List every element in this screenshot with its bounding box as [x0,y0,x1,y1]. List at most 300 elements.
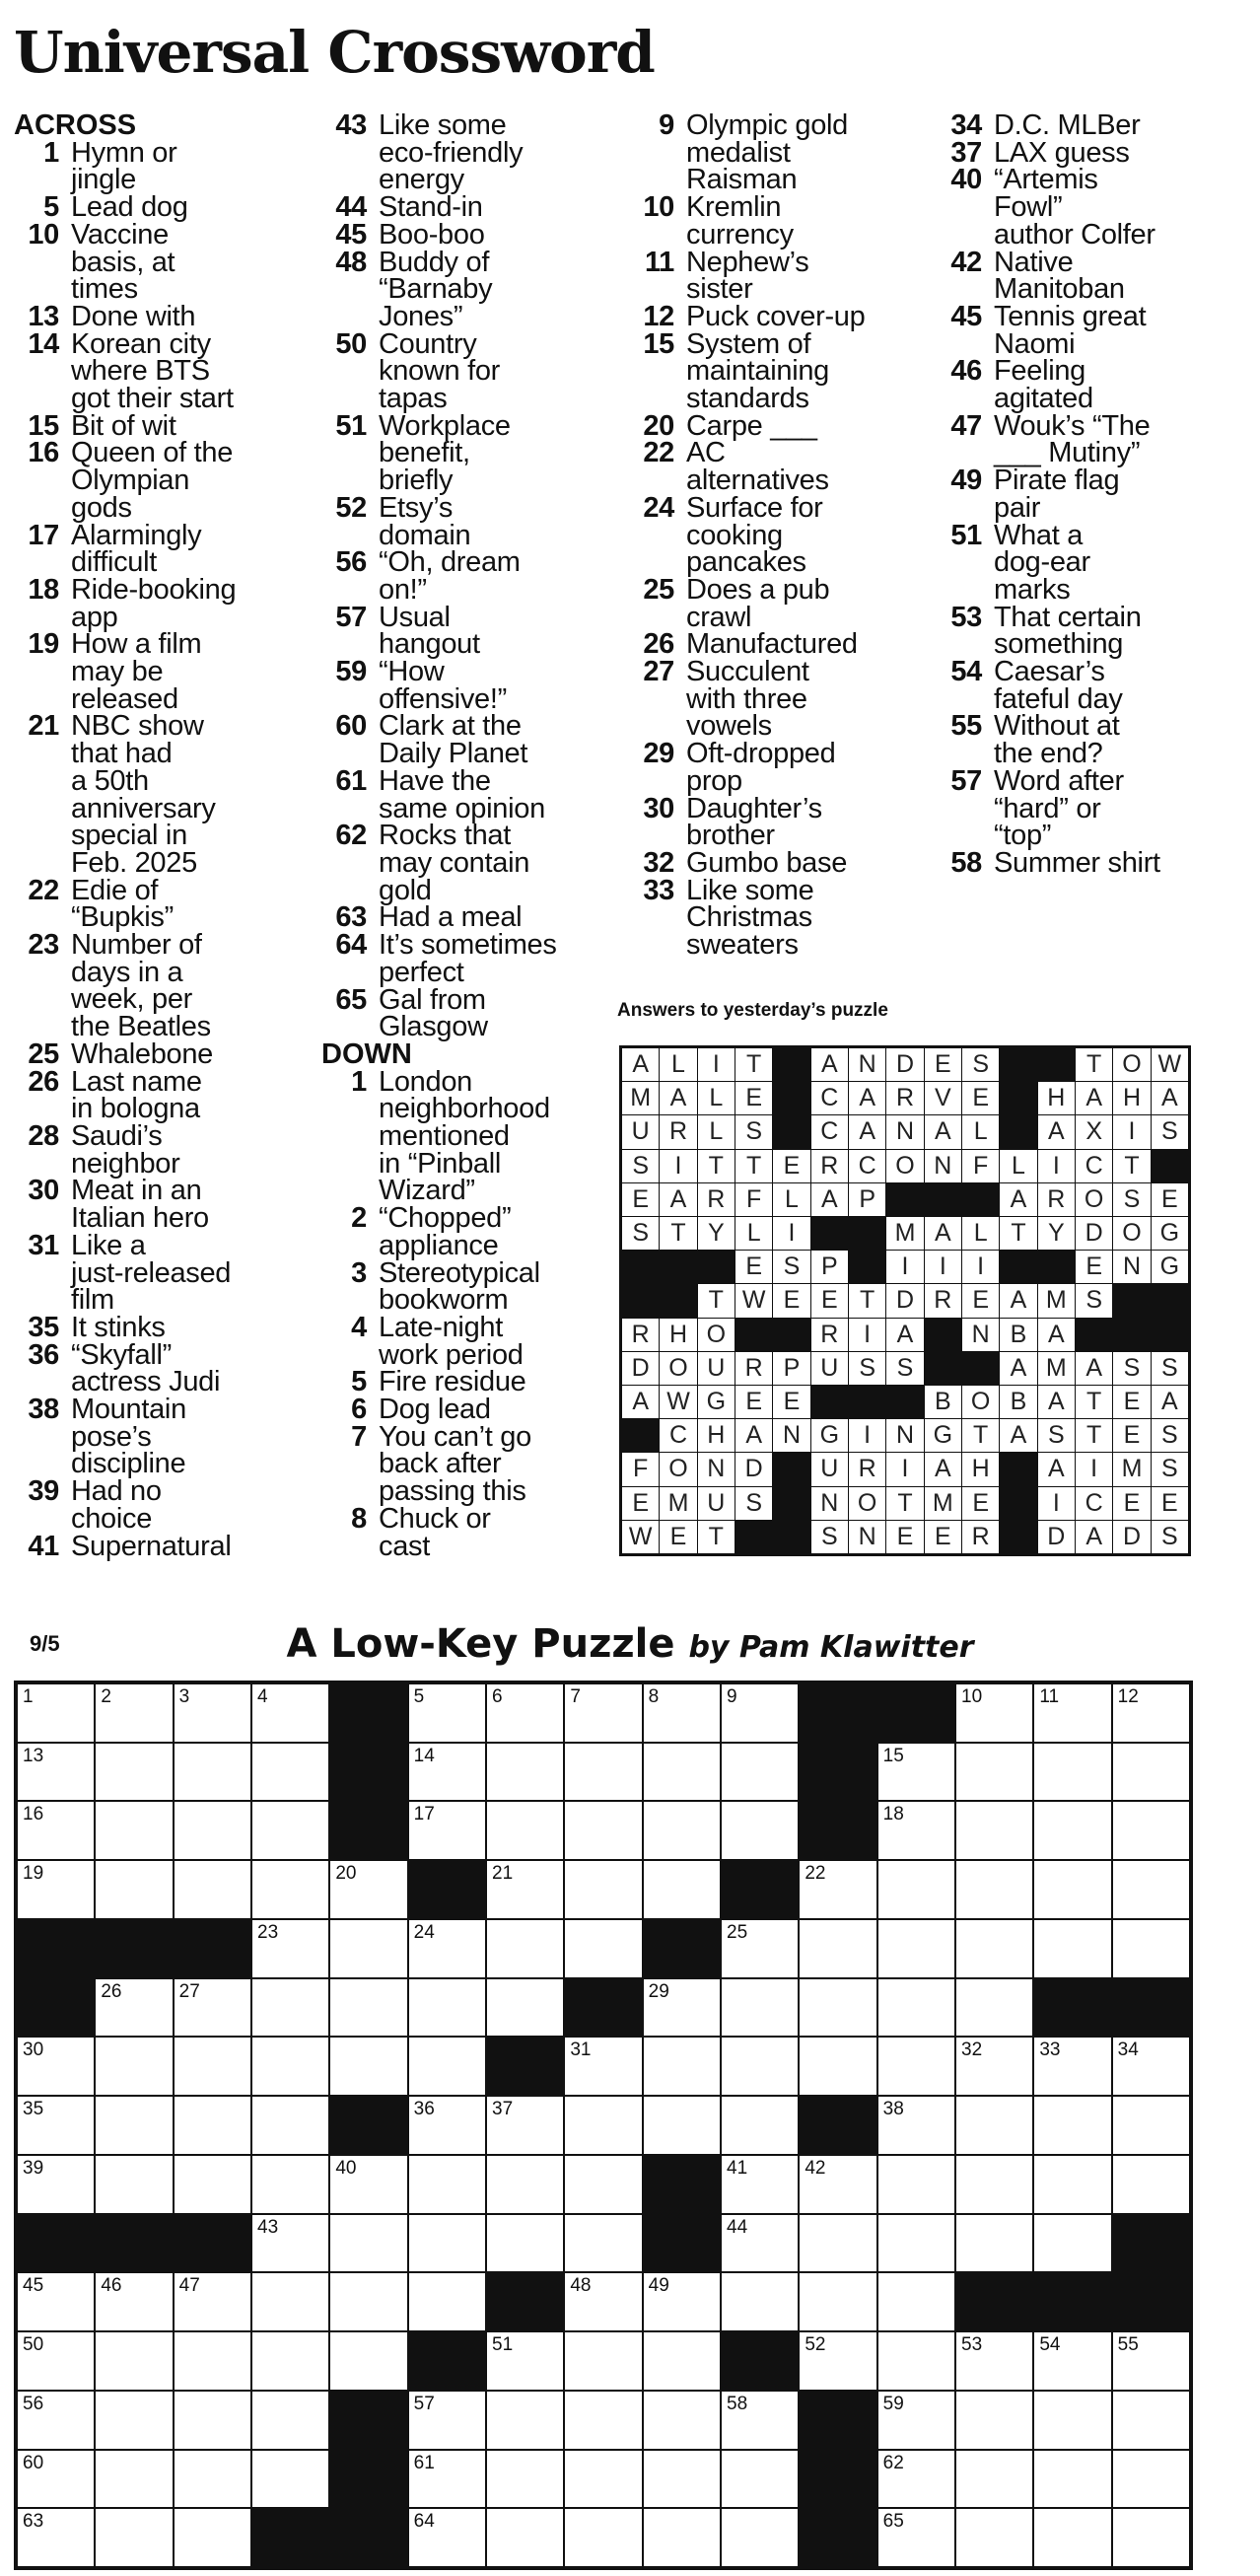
grid-cell[interactable] [18,2451,94,2508]
grid-cell[interactable] [800,2215,875,2272]
grid-cell[interactable] [1113,2156,1189,2213]
grid-block [956,2273,1032,2330]
grid-cell[interactable] [175,1861,250,1918]
clue-item [14,1475,310,1535]
clue-number: 16 [28,437,59,469]
grid-cell[interactable] [487,2215,563,2272]
answer-cell: A [1000,1284,1036,1317]
grid-cell[interactable] [330,1920,406,1977]
grid-cell[interactable] [175,2392,250,2449]
grid-cell[interactable] [565,2273,641,2330]
clue-item [321,109,617,196]
clue-number: 45 [950,300,982,332]
grid-cell[interactable] [487,1802,563,1859]
grid-cell[interactable] [175,1802,250,1859]
clue-item [937,136,1232,169]
grid-cell[interactable] [644,1979,720,2037]
grid-cell[interactable] [487,2509,563,2566]
grid-cell[interactable] [96,2509,172,2566]
clue-item [321,546,617,606]
grid-cell[interactable] [96,2038,172,2095]
across-heading: ACROSS [14,109,137,141]
grid-cell[interactable] [252,1802,328,1859]
grid-cell[interactable] [878,1744,954,1801]
clue-text: Had a meal [379,901,523,934]
grid-block [1113,2273,1189,2330]
grid-cell[interactable] [565,2509,641,2566]
grid-cell[interactable] [956,2332,1032,2390]
grid-block [18,1979,94,2037]
grid-cell[interactable] [878,2215,954,2272]
answer-cell: I [660,1150,696,1182]
grid-cell[interactable] [1034,2509,1110,2566]
grid-cell[interactable] [800,2273,875,2330]
grid-cell[interactable] [956,1802,1032,1859]
cell-number: 48 [570,2275,592,2297]
clue-item [14,1175,310,1235]
clue-text: Gal from Glasgow [379,983,488,1043]
grid-cell[interactable] [487,1979,563,2037]
clue-item [14,519,310,579]
clue-item [629,109,925,196]
answer-cell: D [622,1352,659,1385]
grid-cell[interactable] [565,1861,641,1918]
grid-cell[interactable] [565,2038,641,2095]
grid-cell[interactable] [878,1861,954,1918]
grid-cell[interactable] [18,2332,94,2390]
clue-item [937,519,1232,606]
grid-cell[interactable] [800,1861,875,1918]
clue-item [321,656,617,715]
clue-item [629,628,925,661]
answer-cell: I [1076,1453,1112,1485]
clue-number: 7 [351,1420,367,1453]
grid-cell[interactable] [644,2392,720,2449]
answer-block [622,1419,659,1452]
grid-cell[interactable] [409,1802,485,1859]
grid-cell[interactable] [409,1979,485,2037]
clue-number: 42 [950,246,982,278]
grid-cell[interactable] [878,2038,954,2095]
cell-number: 22 [805,1863,826,1885]
grid-cell[interactable] [409,2392,485,2449]
cell-number: 42 [805,2157,826,2179]
grid-cell[interactable] [18,1684,94,1742]
grid-cell[interactable] [175,2332,250,2390]
answer-block [1000,1048,1036,1081]
grid-cell[interactable] [330,1979,406,2037]
grid-cell[interactable] [722,2451,798,2508]
grid-cell[interactable] [252,1744,328,1801]
cell-number: 11 [1039,1686,1060,1707]
answer-cell: A [1152,1386,1188,1418]
answer-cell: T [1076,1419,1112,1452]
grid-cell[interactable] [1034,2156,1110,2213]
grid-cell[interactable] [956,2038,1032,2095]
cell-number: 16 [23,1804,44,1825]
grid-cell[interactable] [722,2156,798,2213]
answer-block [1038,1251,1075,1283]
grid-cell[interactable] [409,2156,485,2213]
grid-cell[interactable] [956,2451,1032,2508]
grid-cell[interactable] [487,1920,563,1977]
clue-number: 36 [28,1338,59,1371]
grid-cell[interactable] [18,2097,94,2154]
answer-block [1038,1048,1075,1081]
clue-number: 59 [335,656,367,688]
answer-cell: R [1038,1183,1075,1216]
clue-number: 44 [335,191,367,224]
grid-cell[interactable] [878,2156,954,2213]
grid-cell[interactable] [722,1920,798,1977]
answer-cell: E [1113,1386,1150,1418]
clue-item [629,409,925,442]
grid-cell[interactable] [1034,2215,1110,2272]
clue-number: 62 [335,820,367,852]
clue-number: 64 [335,929,367,962]
grid-block [18,1920,94,1977]
grid-cell[interactable] [565,1920,641,1977]
answer-cell: N [962,1319,999,1351]
grid-cell[interactable] [18,2392,94,2449]
clue-item [321,901,617,934]
answer-cell: W [660,1386,696,1418]
cell-number: 25 [727,1921,748,1943]
grid-cell[interactable] [175,2038,250,2095]
grid-cell[interactable] [330,2273,406,2330]
answer-block [925,1183,961,1216]
grid-cell[interactable] [252,2038,328,2095]
answer-cell: A [925,1115,961,1148]
answer-block [811,1217,848,1250]
answer-cell: S [1038,1419,1075,1452]
grid-cell[interactable] [252,2156,328,2213]
grid-cell[interactable] [565,1744,641,1801]
answer-cell: E [962,1082,999,1114]
grid-cell[interactable] [409,2097,485,2154]
clue-text: Meat in an Italian hero [71,1175,209,1235]
grid-cell[interactable] [722,2097,798,2154]
grid-cell[interactable] [252,2273,328,2330]
grid-cell[interactable] [878,2509,954,2566]
clue-number: 13 [28,300,59,332]
grid-cell[interactable] [565,1684,641,1742]
answer-cell: T [1076,1386,1112,1418]
grid-cell[interactable] [956,1684,1032,1742]
grid-cell[interactable] [18,2509,94,2566]
grid-cell[interactable] [330,2038,406,2095]
grid-cell[interactable] [18,2273,94,2330]
grid-cell[interactable] [175,2097,250,2154]
grid-cell[interactable] [722,1684,798,1742]
grid-cell[interactable] [175,2156,250,2213]
grid-cell[interactable] [18,2038,94,2095]
grid-cell[interactable] [96,1861,172,1918]
answer-cell: N [1113,1251,1150,1283]
grid-cell[interactable] [565,2215,641,2272]
answer-cell: F [622,1453,659,1485]
grid-cell[interactable] [96,2273,172,2330]
grid-cell[interactable] [175,1979,250,2037]
grid-cell[interactable] [487,2392,563,2449]
grid-cell[interactable] [409,2273,485,2330]
clue-text: Gumbo base [686,846,848,879]
clue-text: Ride-booking app [71,573,237,633]
answer-cell: A [849,1082,885,1114]
answer-cell: S [735,1115,772,1148]
clue-number: 52 [335,491,367,524]
grid-cell[interactable] [956,2097,1032,2154]
grid-cell[interactable] [409,2038,485,2095]
grid-cell[interactable] [330,1861,406,1918]
cell-number: 2 [101,1686,111,1707]
grid-cell[interactable] [1113,2097,1189,2154]
grid-cell[interactable] [644,1684,720,1742]
grid-cell[interactable] [1113,1802,1189,1859]
answer-cell: T [1113,1150,1150,1182]
grid-cell[interactable] [956,1920,1032,1977]
grid-block [644,1920,720,1977]
grid-cell[interactable] [487,1684,563,1742]
grid-cell[interactable] [330,2332,406,2390]
grid-cell[interactable] [1113,2392,1189,2449]
grid-cell[interactable] [409,1744,485,1801]
clue-number: 12 [643,300,674,332]
clue-item [629,191,925,250]
grid-cell[interactable] [18,1744,94,1801]
grid-cell[interactable] [644,2097,720,2154]
grid-cell[interactable] [800,2038,875,2095]
grid-cell[interactable] [18,2156,94,2213]
grid-cell[interactable] [956,1861,1032,1918]
grid-cell[interactable] [487,2451,563,2508]
answer-cell: E [773,1150,809,1182]
answer-cell: D [886,1048,923,1081]
grid-cell[interactable] [96,2451,172,2508]
answer-cell: A [849,1115,885,1148]
answer-cell: O [962,1386,999,1418]
grid-cell[interactable] [1113,1744,1189,1801]
answer-block [773,1082,809,1114]
grid-cell[interactable] [96,2392,172,2449]
grid-cell[interactable] [487,2156,563,2213]
cell-number: 56 [23,2393,44,2414]
clue-text: Country known for tapas [379,327,501,415]
grid-cell[interactable] [956,2215,1032,2272]
grid-cell[interactable] [956,1744,1032,1801]
grid-cell[interactable] [330,2215,406,2272]
clue-number: 6 [351,1394,367,1426]
grid-cell[interactable] [252,2451,328,2508]
grid-cell[interactable] [1034,1861,1110,1918]
answer-cell: U [622,1115,659,1148]
grid-cell[interactable] [644,1802,720,1859]
clue-number: 49 [950,465,982,497]
grid-cell[interactable] [252,2215,328,2272]
grid-cell[interactable] [878,1802,954,1859]
grid-cell[interactable] [565,2332,641,2390]
grid-cell[interactable] [1113,1684,1189,1742]
grid-cell[interactable] [878,2451,954,2508]
grid-cell[interactable] [565,2097,641,2154]
grid-cell[interactable] [956,1979,1032,2037]
grid-cell[interactable] [487,2332,563,2390]
clue-item [629,327,925,415]
clue-number: 26 [643,628,674,661]
cell-number: 31 [570,2039,592,2061]
grid-cell[interactable] [956,2392,1032,2449]
grid-cell[interactable] [252,1920,328,1977]
grid-cell[interactable] [409,1920,485,1977]
grid-cell[interactable] [644,2332,720,2390]
answer-cell: C [1076,1487,1112,1520]
grid-cell[interactable] [800,2156,875,2213]
grid-cell[interactable] [1034,2451,1110,2508]
cell-number: 1 [23,1686,34,1707]
clue-item [321,491,617,551]
grid-cell[interactable] [1034,1802,1110,1859]
clue-number: 18 [28,573,59,606]
grid-cell[interactable] [330,2156,406,2213]
grid-cell[interactable] [800,1979,875,2037]
grid-cell[interactable] [1113,1861,1189,1918]
grid-cell[interactable] [96,2156,172,2213]
grid-cell[interactable] [175,2451,250,2508]
grid-cell[interactable] [878,2273,954,2330]
grid-cell[interactable] [722,1979,798,2037]
grid-cell[interactable] [956,2156,1032,2213]
clue-text: Caesar’s fateful day [994,656,1123,715]
grid-cell[interactable] [800,2332,875,2390]
cell-number: 59 [882,2393,904,2414]
grid-cell[interactable] [644,1744,720,1801]
grid-cell[interactable] [252,1979,328,2037]
grid-cell[interactable] [409,1684,485,1742]
grid-cell[interactable] [878,2392,954,2449]
grid-cell[interactable] [1034,2392,1110,2449]
grid-cell[interactable] [252,2332,328,2390]
grid-cell[interactable] [722,1802,798,1859]
grid-cell[interactable] [878,1920,954,1977]
answer-cell: N [811,1487,848,1520]
answer-cell: A [622,1386,659,1418]
answer-block [925,1352,961,1385]
grid-cell[interactable] [96,1979,172,2037]
clue-text: Usual hangout [379,601,480,661]
grid-cell[interactable] [175,1744,250,1801]
grid-cell[interactable] [722,2273,798,2330]
clue-number: 22 [28,874,59,906]
grid-cell[interactable] [565,2392,641,2449]
grid-cell[interactable] [1113,2332,1189,2390]
grid-cell[interactable] [644,2509,720,2566]
grid-cell[interactable] [644,2038,720,2095]
clue-text: Native Manitoban [994,246,1125,306]
grid-cell[interactable] [722,2038,798,2095]
clue-number: 51 [335,409,367,442]
grid-cell[interactable] [18,1802,94,1859]
grid-cell[interactable] [722,2215,798,2272]
grid-cell[interactable] [96,2332,172,2390]
grid-cell[interactable] [409,2451,485,2508]
cell-number: 7 [570,1686,581,1707]
answer-cell: N [773,1419,809,1452]
grid-cell[interactable] [1034,2038,1110,2095]
grid-cell[interactable] [18,1861,94,1918]
grid-cell[interactable] [252,1684,328,1742]
grid-cell[interactable] [409,2509,485,2566]
answer-cell: D [1038,1521,1075,1553]
grid-cell[interactable] [565,2156,641,2213]
grid-cell[interactable] [565,2451,641,2508]
grid-cell[interactable] [956,2509,1032,2566]
grid-cell[interactable] [878,2332,954,2390]
clue-number: 30 [28,1175,59,1207]
clue-text: Word after “hard” or “top” [994,764,1124,852]
grid-cell[interactable] [1113,2451,1189,2508]
grid-cell[interactable] [96,1744,172,1801]
grid-cell[interactable] [409,2215,485,2272]
answer-cell: E [660,1521,696,1553]
answer-cell: A [660,1183,696,1216]
grid-cell[interactable] [1113,1920,1189,1977]
grid-cell[interactable] [175,2273,250,2330]
grid-cell[interactable] [722,2509,798,2566]
grid-cell[interactable] [878,1979,954,2037]
clue-item [14,1396,310,1478]
answer-cell: N [886,1115,923,1148]
grid-cell[interactable] [644,1861,720,1918]
grid-cell[interactable] [1034,1684,1110,1742]
grid-cell[interactable] [1034,2332,1110,2390]
grid-cell[interactable] [644,2273,720,2330]
grid-cell[interactable] [96,1802,172,1859]
grid-cell[interactable] [96,1684,172,1742]
answer-cell: G [1152,1217,1188,1250]
grid-cell[interactable] [1113,2509,1189,2566]
grid-cell[interactable] [96,2097,172,2154]
grid-cell[interactable] [878,2097,954,2154]
grid-cell[interactable] [252,1861,328,1918]
answer-block [925,1319,961,1351]
grid-cell[interactable] [487,1861,563,1918]
answer-cell: E [811,1284,848,1317]
grid-cell[interactable] [175,2509,250,2566]
grid-cell[interactable] [252,2392,328,2449]
grid-cell[interactable] [1113,2038,1189,2095]
grid-cell[interactable] [722,1744,798,1801]
grid-cell[interactable] [175,1684,250,1742]
answer-cell: S [1076,1284,1112,1317]
answer-cell: I [849,1319,885,1351]
grid-cell[interactable] [487,2097,563,2154]
grid-cell[interactable] [252,2097,328,2154]
grid-block [722,2332,798,2390]
grid-cell[interactable] [644,2451,720,2508]
answer-cell: G [811,1419,848,1452]
answer-cell: T [1000,1217,1036,1250]
grid-cell[interactable] [722,2392,798,2449]
grid-cell[interactable] [1034,1744,1110,1801]
grid-cell[interactable] [800,1920,875,1977]
grid-cell[interactable] [565,1802,641,1859]
grid-cell[interactable] [487,1744,563,1801]
clue-text: Queen of the Olympian gods [71,437,234,524]
grid-cell[interactable] [1034,1920,1110,1977]
clue-text: Carpe ___ [686,409,817,442]
grid-cell[interactable] [1034,2097,1110,2154]
clue-number: 9 [659,109,674,141]
